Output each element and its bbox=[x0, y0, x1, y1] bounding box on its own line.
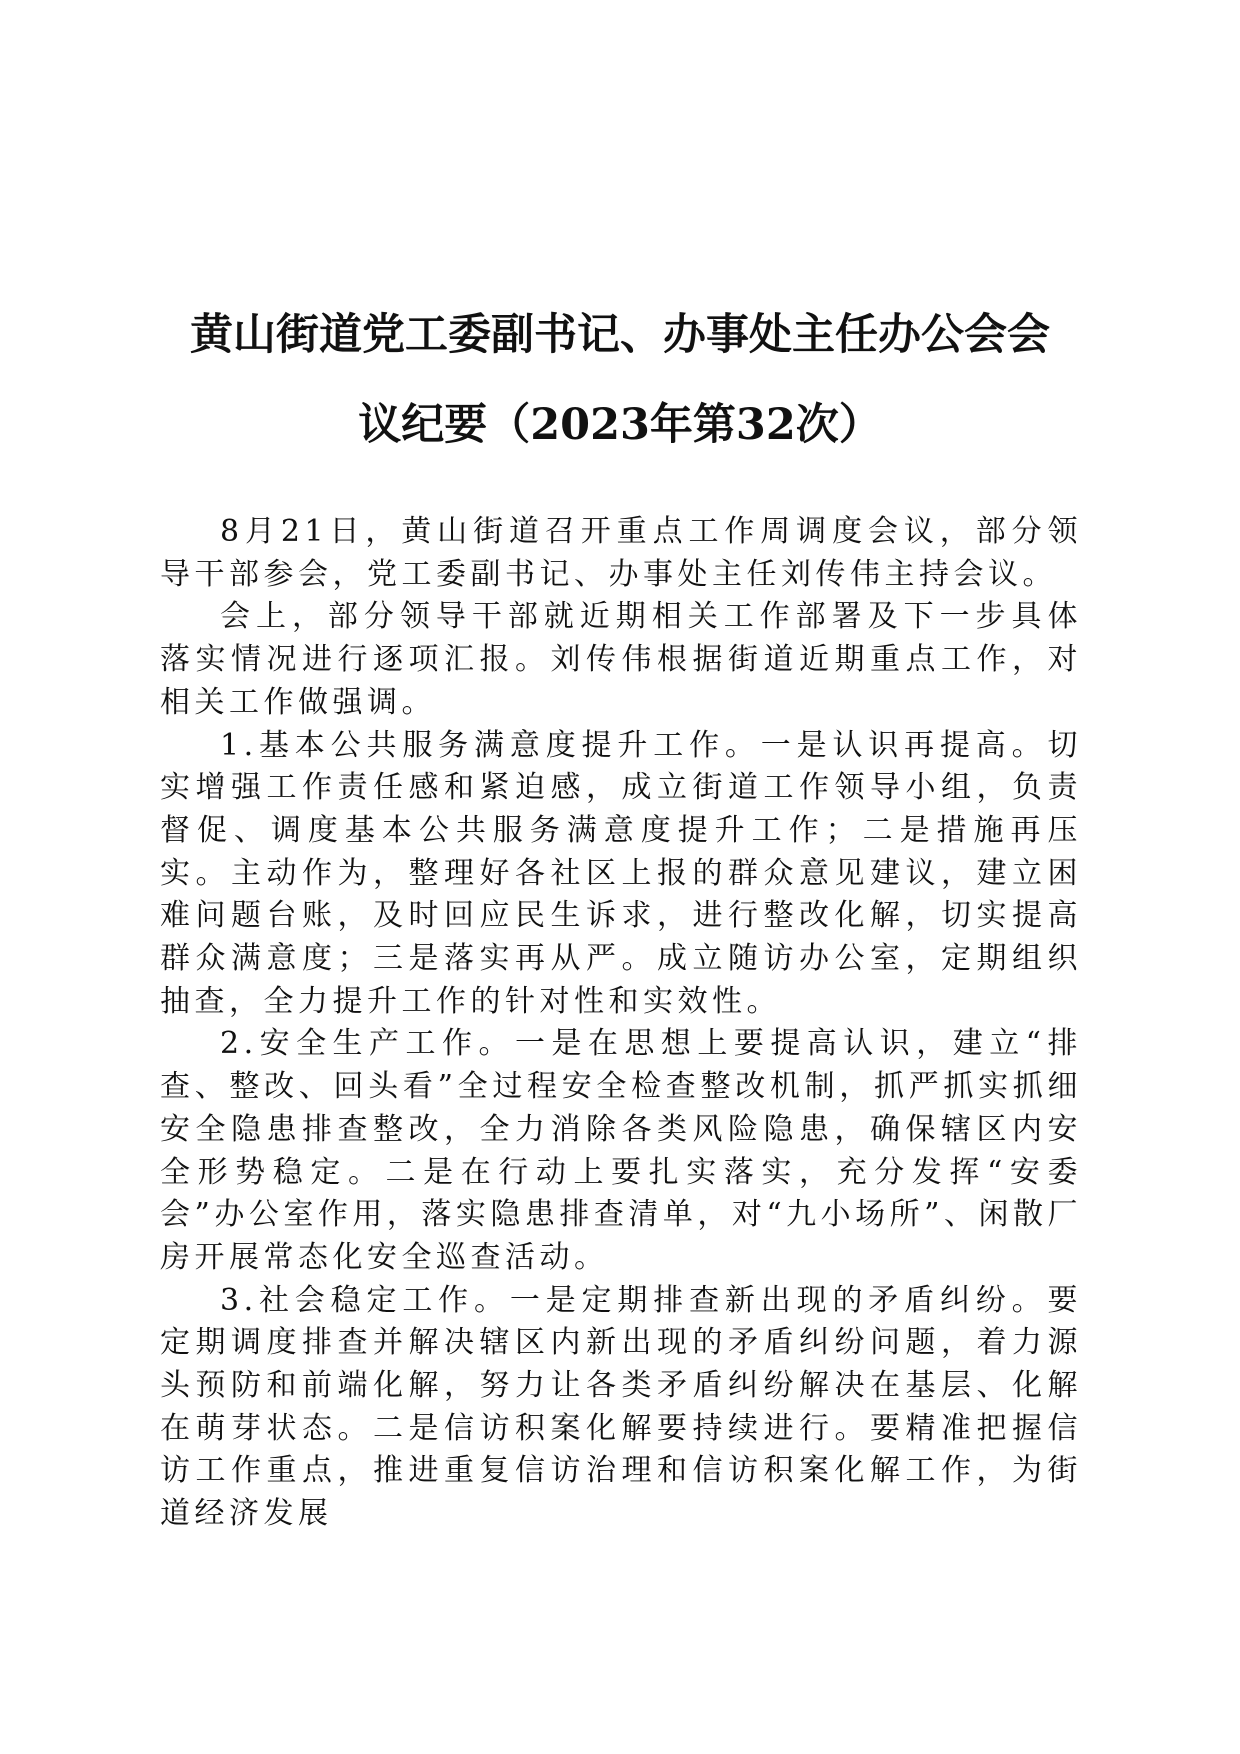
document-body bbox=[160, 511, 1082, 1536]
paragraph-meeting-intro: 8月21日，黄山街道召开重点工作周调度会议，部分领导干部参会，党工委副书记、办事处主任刘传伟主持会议。 bbox=[160, 514, 1082, 592]
document-title-line-2: 议纪要（2023年第32次） bbox=[358, 400, 882, 450]
paragraph-public-service: 1.基本公共服务满意度提升工作。一是认识再提高。切实增强工作责任感和紧迫感，成立街道工作领导小组，负责督促、调度基本公共服务满意度提升工作；二是措施再压实。主动作为，整理好各社区上报的群众意见建议，建立困难问题台账，及时回应民生诉求，进行整改化解，切实提高群众满意度；三是落实再从严。成立随访办公室，定期组织抽查，全力提升工作的针对性和实效性。 bbox=[160, 727, 1082, 1019]
document-title-line-1: 黄山街道党工委副书记、办事处主任办公会会 bbox=[190, 310, 1050, 360]
paragraph-work-safety: 2.安全生产工作。一是在思想上要提高认识，建立“排查、整改、回头看”全过程安全检查整改机制，抓严抓实抓细安全隐患排查整改，全力消除各类风险隐患，确保辖区内安全形势稳定。二是在行动上要扎实落实，充分发挥“安委会”办公室作用，落实隐患排查清单，对“九小场所”、闲散厂房开展常态化安全巡查活动。 bbox=[160, 1026, 1083, 1275]
paragraph-social-stability: 3.社会稳定工作。一是定期排查新出现的矛盾纠纷。要定期调度排查并解决辖区内新出现的矛盾纠纷问题，着力源头预防和前端化解，努力让各类矛盾纠纷解决在基层、化解在萌芽状态。二是信访积案化解要持续进行。要精准把握信访工作重点，推进重复信访治理和信访积案化解工作，为街道经济发展 bbox=[160, 1282, 1082, 1532]
paragraph-meeting-report: 会上，部分领导干部就近期相关工作部署及下一步具体落实情况进行逐项汇报。刘传伟根据街道近期重点工作，对相关工作做强调。 bbox=[160, 599, 1082, 720]
